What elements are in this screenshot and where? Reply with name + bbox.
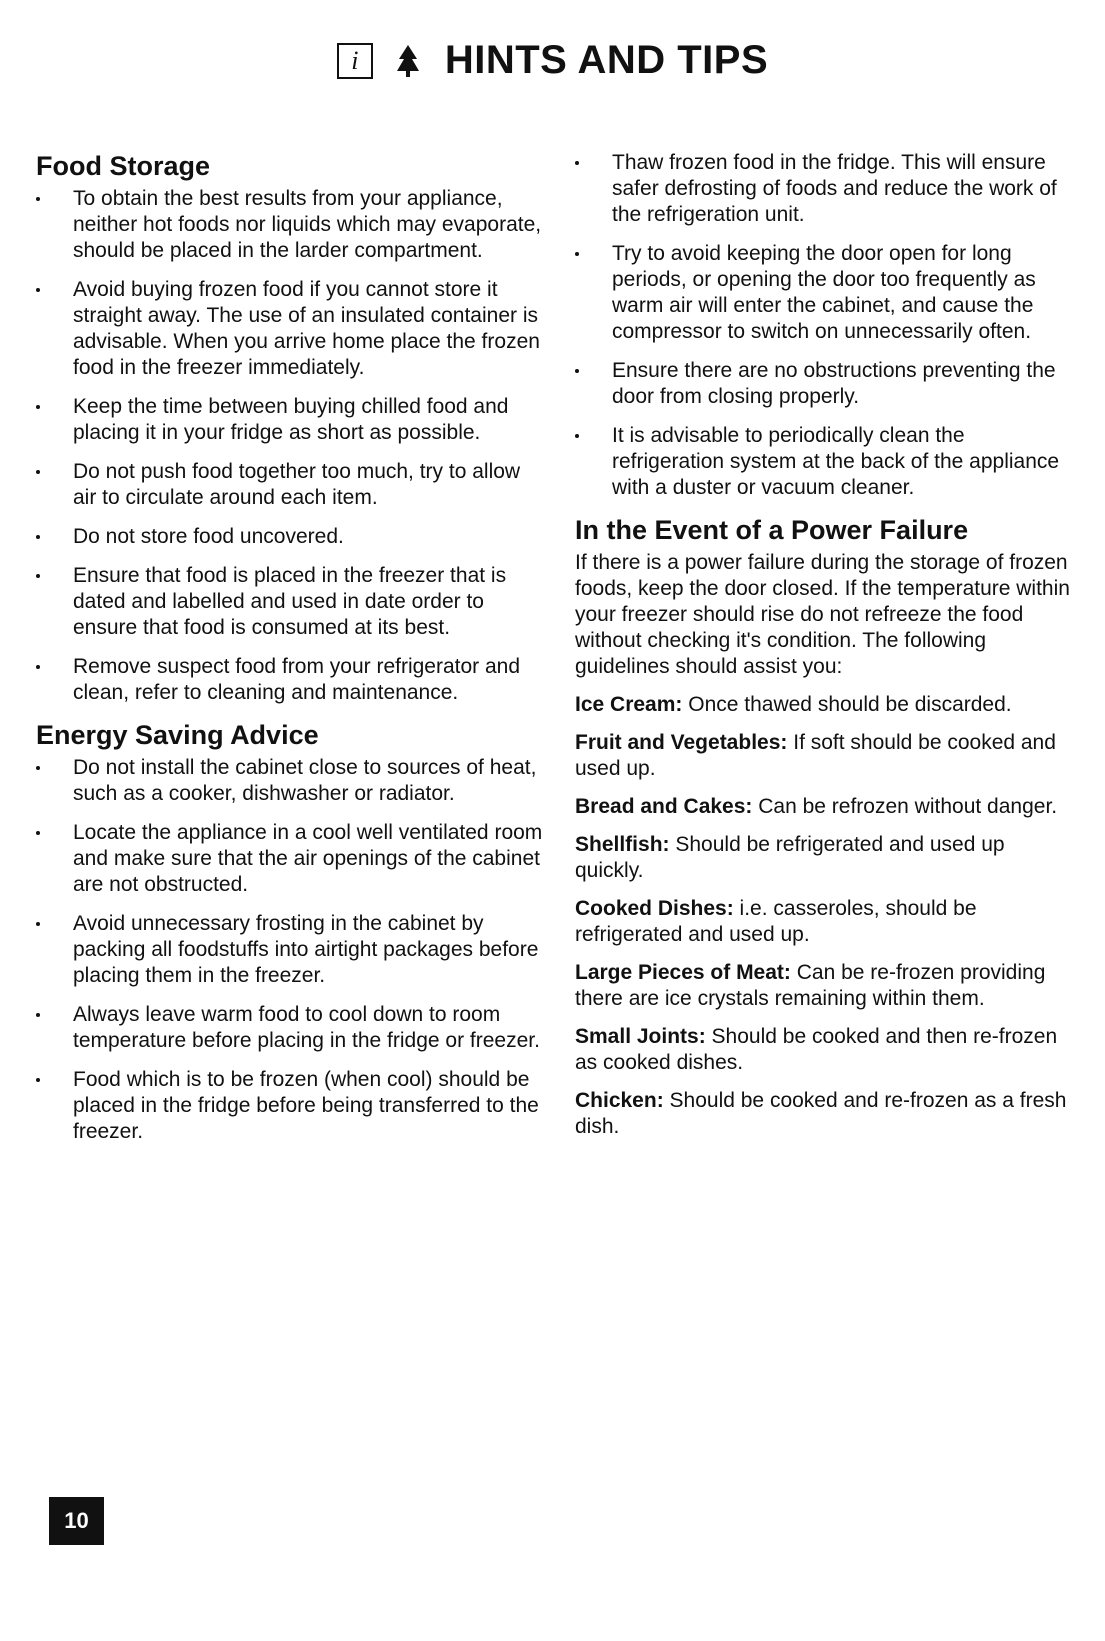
bullet-icon bbox=[575, 434, 579, 438]
guideline-text: Can be re-frozen providing there are ice crystals remaining within them. bbox=[575, 961, 1046, 1010]
right-column bbox=[575, 150, 1075, 1152]
food-storage-list bbox=[36, 186, 546, 706]
guideline-item bbox=[575, 896, 1075, 948]
list-item-text: Avoid buying frozen food if you cannot store it straight away. The use of an insulated container is advisable. When you arrive home place the frozen food in the freezer immediately. bbox=[73, 278, 540, 379]
bullet-icon bbox=[36, 665, 40, 669]
list-item-text: Do not push food together too much, try to allow air to circulate around each item. bbox=[73, 460, 521, 509]
guideline-label: Shellfish: bbox=[575, 833, 670, 856]
list-item-text: Always leave warm food to cool down to room temperature before placing in the fridge or freezer. bbox=[73, 1003, 540, 1052]
bullet-icon bbox=[36, 574, 40, 578]
bullet-icon bbox=[36, 1013, 40, 1017]
list-item bbox=[36, 1067, 546, 1145]
list-item-text: Thaw frozen food in the fridge. This will ensure safer defrosting of foods and reduce the work of the refrigeration unit. bbox=[612, 151, 1057, 226]
list-item bbox=[575, 358, 1075, 410]
guideline-text: Can be refrozen without danger. bbox=[758, 795, 1058, 818]
list-item bbox=[575, 241, 1075, 345]
power-failure-intro: If there is a power failure during the storage of frozen foods, keep the door closed. If the temperature within your freezer should rise do not refreeze the food without checking it's condition. The following guidelines should assist you: bbox=[575, 551, 1070, 678]
bullet-icon bbox=[36, 766, 40, 770]
bullet-icon bbox=[36, 470, 40, 474]
power-failure-heading: In the Event of a Power Failure bbox=[575, 515, 969, 545]
bullet-icon bbox=[575, 369, 579, 373]
guideline-item bbox=[575, 832, 1075, 884]
list-item-text: Ensure there are no obstructions preventing the door from closing properly. bbox=[612, 359, 1056, 408]
food-storage-heading: Food Storage bbox=[36, 151, 210, 181]
list-item-text: Food which is to be frozen (when cool) should be placed in the fridge before being transferred to the freezer. bbox=[73, 1068, 539, 1143]
guideline-item bbox=[575, 1088, 1075, 1140]
list-item bbox=[36, 459, 546, 511]
bullet-icon bbox=[575, 161, 579, 165]
list-item bbox=[36, 911, 546, 989]
guideline-label: Cooked Dishes: bbox=[575, 897, 734, 920]
bullet-icon bbox=[36, 535, 40, 539]
guideline-item bbox=[575, 730, 1075, 782]
list-item bbox=[575, 150, 1075, 228]
list-item bbox=[36, 654, 546, 706]
list-item bbox=[36, 755, 546, 807]
bullet-icon bbox=[36, 197, 40, 201]
bullet-icon bbox=[36, 405, 40, 409]
bullet-icon bbox=[36, 1078, 40, 1082]
list-item bbox=[36, 820, 546, 898]
bullet-icon bbox=[575, 252, 579, 256]
page-title: HINTS AND TIPS bbox=[444, 38, 769, 82]
guideline-item bbox=[575, 960, 1075, 1012]
guideline-item bbox=[575, 1024, 1075, 1076]
tree-icon bbox=[395, 43, 421, 79]
guideline-text: Should be refrigerated and used up quickly. bbox=[575, 833, 1005, 882]
energy-saving-list bbox=[36, 755, 546, 1145]
guideline-label: Chicken: bbox=[575, 1089, 664, 1112]
info-icon: i bbox=[337, 43, 373, 79]
bullet-icon bbox=[36, 288, 40, 292]
guideline-text: i.e. casseroles, should be refrigerated and used up. bbox=[575, 897, 977, 946]
list-item bbox=[36, 563, 546, 641]
list-item bbox=[36, 394, 546, 446]
bullet-icon bbox=[36, 831, 40, 835]
list-item-text: Do not install the cabinet close to sources of heat, such as a cooker, dishwasher or radiator. bbox=[73, 756, 537, 805]
list-item-text: Try to avoid keeping the door open for long periods, or opening the door too frequently as warm air will enter the cabinet, and cause the compressor to switch on unnecessarily often. bbox=[612, 242, 1036, 343]
page-number: 10 bbox=[49, 1497, 104, 1545]
list-item-text: Remove suspect food from your refrigerator and clean, refer to cleaning and maintenance. bbox=[73, 655, 521, 704]
guideline-label: Small Joints: bbox=[575, 1025, 706, 1048]
guideline-text: If soft should be cooked and used up. bbox=[575, 731, 1056, 780]
guideline-label: Fruit and Vegetables: bbox=[575, 731, 788, 754]
left-column bbox=[36, 150, 546, 1158]
list-item bbox=[36, 277, 546, 381]
bullet-icon bbox=[36, 922, 40, 926]
list-item bbox=[575, 423, 1075, 501]
guideline-label: Bread and Cakes: bbox=[575, 795, 753, 818]
guideline-item bbox=[575, 692, 1075, 718]
list-item bbox=[36, 186, 546, 264]
list-item bbox=[36, 1002, 546, 1054]
guideline-text: Should be cooked and then re-frozen as cooked dishes. bbox=[575, 1025, 1058, 1074]
guideline-text: Should be cooked and re-frozen as a fresh dish. bbox=[575, 1089, 1067, 1138]
list-item-text: Locate the appliance in a cool well ventilated room and make sure that the air openings of the cabinet are not obstructed. bbox=[73, 821, 543, 896]
guideline-text: Once thawed should be discarded. bbox=[688, 693, 1012, 716]
list-item bbox=[36, 524, 546, 550]
energy-saving-heading: Energy Saving Advice bbox=[36, 720, 319, 750]
list-item-text: To obtain the best results from your appliance, neither hot foods nor liquids which may evaporate, should be placed in the larder compartment. bbox=[73, 187, 542, 262]
guideline-item bbox=[575, 794, 1075, 820]
list-item-text: Keep the time between buying chilled food and placing it in your fridge as short as possible. bbox=[73, 395, 509, 444]
list-item-text: Ensure that food is placed in the freezer that is dated and labelled and used in date order to ensure that food is consumed at its best. bbox=[73, 564, 507, 639]
guideline-label: Ice Cream: bbox=[575, 693, 683, 716]
general-tips-list bbox=[575, 150, 1075, 501]
list-item-text: Avoid unnecessary frosting in the cabinet by packing all foodstuffs into airtight packages before placing them in the freezer. bbox=[73, 912, 539, 987]
list-item-text: It is advisable to periodically clean the refrigeration system at the back of the appliance with a duster or vacuum cleaner. bbox=[612, 424, 1060, 499]
list-item-text: Do not store food uncovered. bbox=[73, 525, 344, 548]
page-header bbox=[0, 38, 1105, 83]
guideline-label: Large Pieces of Meat: bbox=[575, 961, 791, 984]
